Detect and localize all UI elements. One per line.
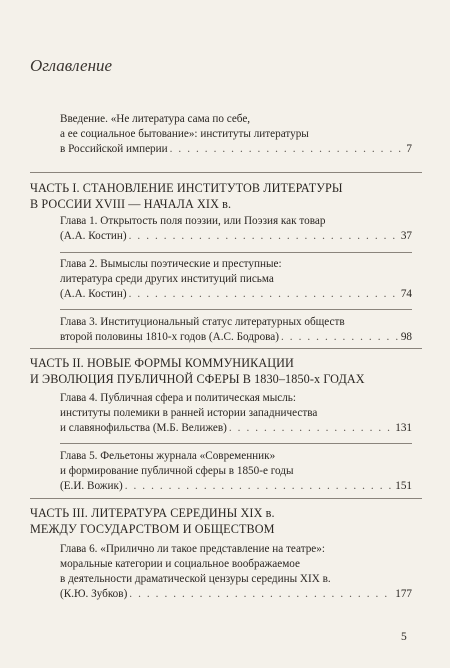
toc-entry-line: Глава 4. Публичная сфера и политическая мысль: xyxy=(60,392,296,404)
toc-entry-author: второй половины 1810-х годов (А.С. Бодрова) xyxy=(60,331,279,343)
part-heading-line: ЧАСТЬ I. СТАНОВЛЕНИЕ ИНСТИТУТОВ ЛИТЕРАТУРЫ xyxy=(30,181,343,195)
entry-divider xyxy=(60,309,412,310)
toc-page-number: 74 xyxy=(400,288,412,300)
toc-entry-line: и формирование публичной сферы в 1850-е годы xyxy=(60,465,294,477)
toc-entry-author: и славянофильства (М.Б. Велижев) xyxy=(60,422,227,434)
toc-entry-author: (А.А. Костин) xyxy=(60,288,127,300)
part-heading-line: И ЭВОЛЮЦИЯ ПУБЛИЧНОЙ СФЕРЫ В 1830–1850-х ГОДАХ xyxy=(30,372,365,386)
toc-entry-line: в деятельности драматической цензуры середины XIX в. xyxy=(60,573,331,585)
toc-entry-chapter[interactable] xyxy=(60,542,412,602)
part-heading-line: ЧАСТЬ II. НОВЫЕ ФОРМЫ КОММУНИКАЦИИ xyxy=(30,356,294,370)
toc-entry-author: (А.А. Костин) xyxy=(60,230,127,242)
toc-entry-line: Глава 1. Открытость поля поэзии, или Поэзия как товар xyxy=(60,215,326,227)
page-number: 5 xyxy=(401,631,407,643)
toc-entry-author: (К.Ю. Зубков) xyxy=(60,588,128,600)
toc-entry-line: Глава 6. «Прилично ли такое представление на театре»: xyxy=(60,543,325,555)
dot-leader xyxy=(229,421,393,436)
toc-entry-chapter[interactable] xyxy=(60,449,412,494)
toc-part-heading xyxy=(30,180,422,212)
entry-divider xyxy=(60,252,412,253)
toc-page-number: 98 xyxy=(400,331,412,343)
toc-entry-chapter[interactable] xyxy=(60,214,412,244)
toc-entry-line: Введение. «Не литература сама по себе, xyxy=(60,113,251,125)
section-divider xyxy=(30,348,422,349)
toc-part-heading xyxy=(30,505,422,537)
section-divider xyxy=(30,498,422,499)
toc-entry-author: (Е.И. Вожик) xyxy=(60,480,123,492)
part-heading-line: ЧАСТЬ III. ЛИТЕРАТУРА СЕРЕДИНЫ XIX в. xyxy=(30,506,275,520)
section-divider xyxy=(30,172,422,173)
toc-entry-line: Глава 3. Институциональный статус литературных обществ xyxy=(60,316,345,328)
toc-entry-chapter[interactable] xyxy=(60,315,412,345)
toc-page-number: 131 xyxy=(395,422,412,434)
toc-entry-line: Глава 2. Вымыслы поэтические и преступные: xyxy=(60,258,282,270)
toc-entry-introduction[interactable] xyxy=(60,112,412,157)
dot-leader xyxy=(129,587,393,602)
toc-entry-chapter[interactable] xyxy=(60,391,412,436)
toc-page-number: 7 xyxy=(406,143,412,155)
toc-page-number: 177 xyxy=(395,588,412,600)
dot-leader xyxy=(170,142,405,157)
part-heading-line: МЕЖДУ ГОСУДАРСТВОМ И ОБЩЕСТВОМ xyxy=(30,522,275,536)
toc-entry-line: Глава 5. Фельетоны журнала «Современник» xyxy=(60,450,276,462)
entry-divider xyxy=(60,443,412,444)
toc-entry-line: институты полемики в ранней истории западничества xyxy=(60,407,318,419)
part-heading-line: В РОССИИ XVIII — НАЧАЛА XIX в. xyxy=(30,197,232,211)
toc-page-number: 151 xyxy=(395,480,412,492)
toc-entry-line: моральные категории и социальное воображаемое xyxy=(60,558,300,570)
toc-entry-line: литература среди других институций письма xyxy=(60,273,274,285)
dot-leader xyxy=(125,479,394,494)
toc-entry-line: а ее социальное бытование»: институты литературы xyxy=(60,128,309,140)
dot-leader xyxy=(129,229,399,244)
toc-page-number: 37 xyxy=(400,230,412,242)
dot-leader xyxy=(281,330,399,345)
toc-part-heading xyxy=(30,355,422,387)
toc-entry-chapter[interactable] xyxy=(60,257,412,302)
page-title: Оглавление xyxy=(30,56,113,75)
dot-leader xyxy=(129,287,399,302)
toc-entry-line: в Российской империи xyxy=(60,143,168,155)
